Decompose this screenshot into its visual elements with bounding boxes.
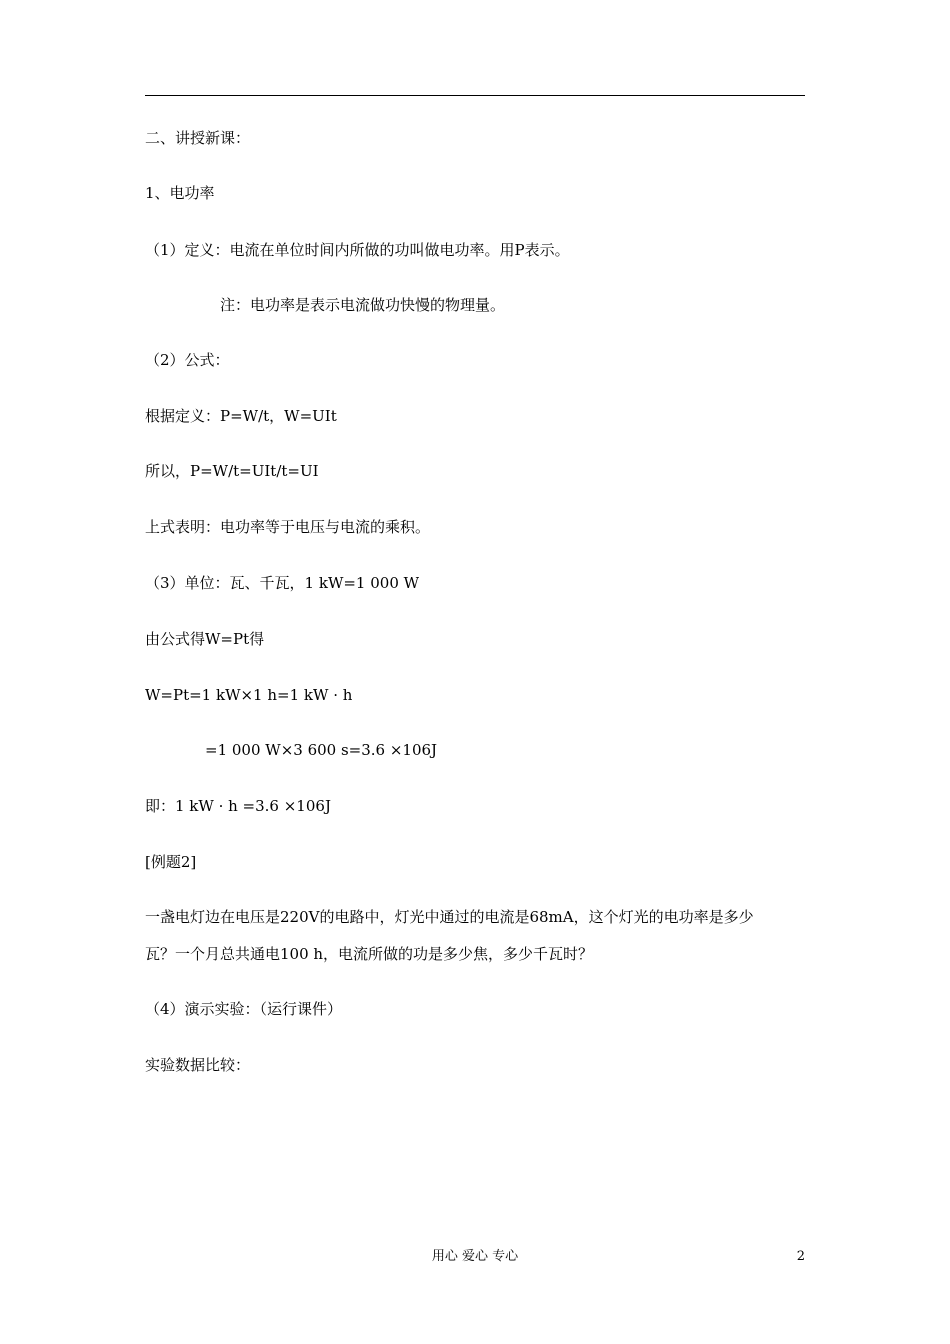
footer-motto: 用心 爱心 专心: [431, 1249, 519, 1264]
unit-line: （3）单位：瓦、千瓦，1 kW=1 000 W: [145, 574, 420, 592]
energy-conversion: 即：1 kW · h =3.6 ×106J: [145, 797, 331, 815]
section-heading: 二、讲授新课：: [145, 129, 251, 147]
data-comparison-line: 实验数据比较：: [145, 1056, 251, 1074]
demo-experiment-line: （4）演示实验：（运行课件）: [145, 1000, 343, 1018]
header-rule: [145, 95, 805, 96]
example-text-line-1: 一盏电灯边在电压是220V的电路中，灯光中通过的电流是68mA，这个灯光的电功率是多少: [145, 908, 754, 926]
page-number: 2: [796, 1249, 805, 1264]
note-line: 注：电功率是表示电流做功快慢的物理量。: [220, 296, 506, 314]
formula-meaning: 上式表明：电功率等于电压与电流的乘积。: [145, 518, 431, 536]
formula-definition: 根据定义：P=W/t，W=UIt: [145, 407, 337, 425]
energy-calc-line-2: =1 000 W×3 600 s=3.6 ×106J: [205, 741, 438, 759]
example-text-line-2: 瓦？一个月总共通电100 h，电流所做的功是多少焦，多少千瓦时？: [145, 945, 594, 963]
definition-line: （1）定义：电流在单位时间内所做的功叫做电功率。用P表示。: [145, 241, 570, 259]
energy-formula-intro: 由公式得W=Pt得: [145, 630, 265, 648]
formula-derivation: 所以，P=W/t=UIt/t=UI: [145, 462, 319, 480]
energy-calc-line-1: W=Pt=1 kW×1 h=1 kW · h: [145, 686, 353, 704]
example-label: [例题2]: [145, 853, 197, 871]
subsection-heading: 1、电功率: [145, 184, 215, 202]
formula-heading: （2）公式：: [145, 351, 230, 369]
